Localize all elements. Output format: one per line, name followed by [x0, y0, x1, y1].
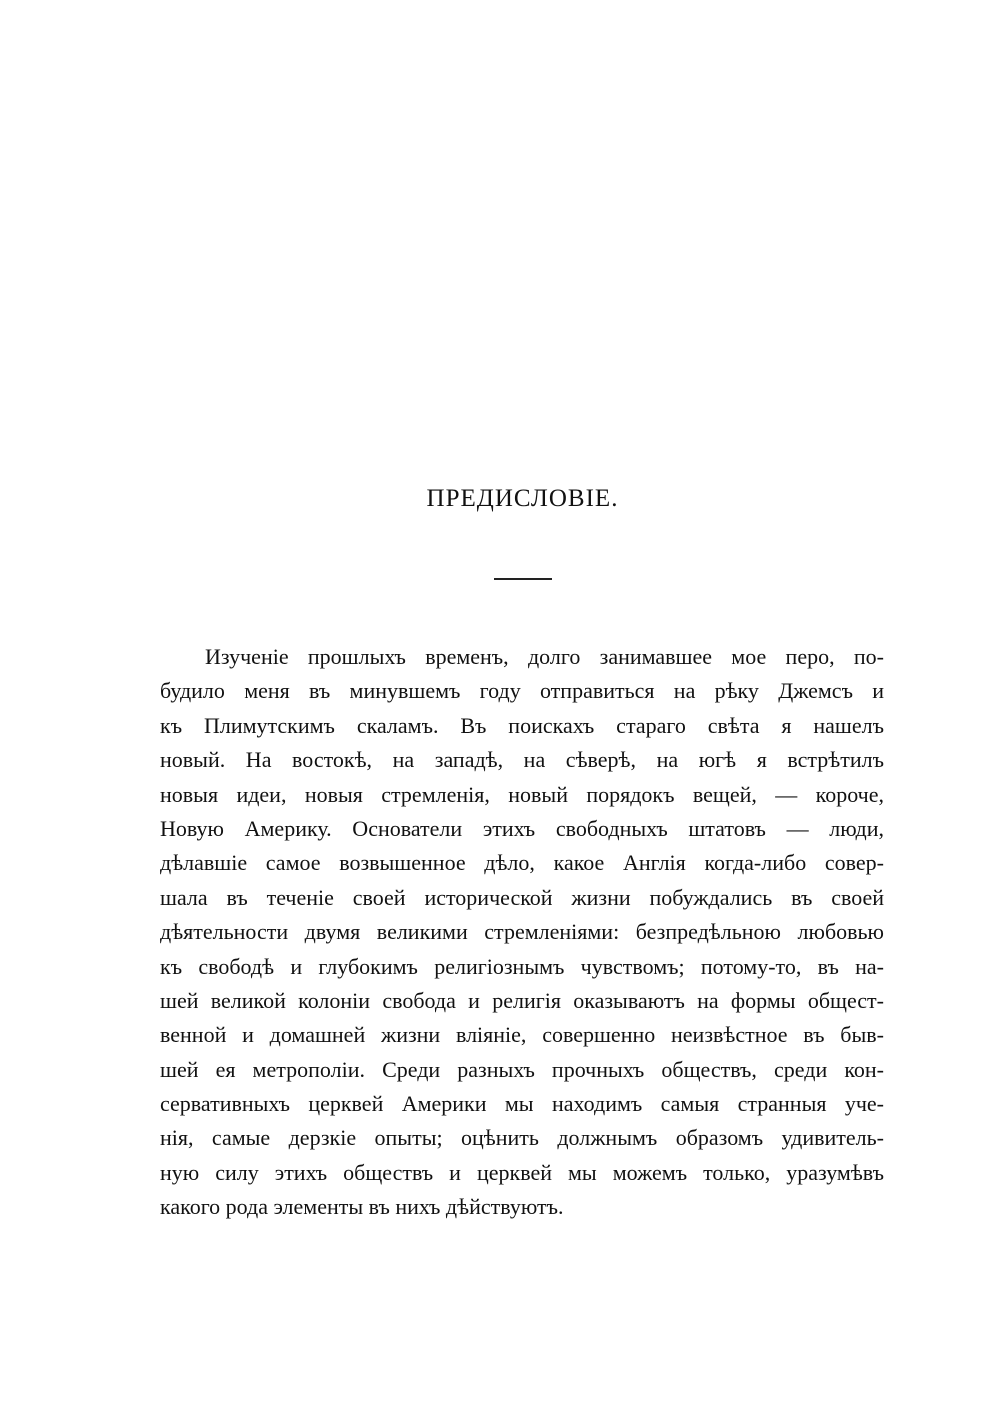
text-line: къ свободѣ и глубокимъ религіознымъ чувствомъ; потому-то, въ на- — [160, 953, 884, 979]
text-line: дѣятельности двумя великими стремленіями: безпредѣльною любовью — [160, 919, 884, 945]
text-line: какого рода элементы въ нихъ дѣйствуютъ. — [160, 1194, 564, 1220]
title-divider — [494, 578, 552, 580]
text-line: дѣлавшіе самое возвышенное дѣло, какое Англія когда-либо совер- — [160, 850, 884, 876]
text-line: ную силу этихъ обществъ и церквей мы можемъ только, уразумѣвъ — [160, 1159, 884, 1185]
text-line: Изученіе прошлыхъ временъ, долго занимавшее мое перо, по- — [205, 644, 884, 669]
text-line: новыя идеи, новыя стремленія, новый порядокъ вещей, — короче, — [160, 781, 884, 807]
text-line: венной и домашней жизни вліяніе, совершенно неизвѣстное въ быв- — [160, 1022, 884, 1048]
text-line: нія, самые дерзкіе опыты; оцѣнить должнымъ образомъ удивитель- — [160, 1125, 884, 1151]
text-line: шала въ теченіе своей исторической жизни побуждались въ своей — [160, 884, 884, 910]
text-line: шей великой колоніи свобода и религія оказываютъ на формы общест- — [160, 987, 884, 1013]
preface-paragraph — [160, 640, 884, 1225]
text-line: новый. На востокѣ, на западѣ, на сѣверѣ, на югѣ я встрѣтилъ — [160, 747, 884, 773]
text-line: къ Плимутскимъ скаламъ. Въ поискахъ стараго свѣта я нашелъ — [160, 712, 884, 738]
page-title: ПРЕДИСЛОВІЕ. — [426, 485, 619, 512]
text-line: сервативныхъ церквей Америки мы находимъ самыя странныя уче- — [160, 1091, 884, 1117]
text-line: Новую Америку. Основатели этихъ свободныхъ штатовъ — люди, — [160, 815, 884, 841]
text-line: шей ея метрополіи. Среди разныхъ прочныхъ обществъ, среди кон- — [160, 1056, 884, 1082]
text-line: будило меня въ минувшемъ году отправиться на рѣку Джемсъ и — [160, 678, 884, 704]
